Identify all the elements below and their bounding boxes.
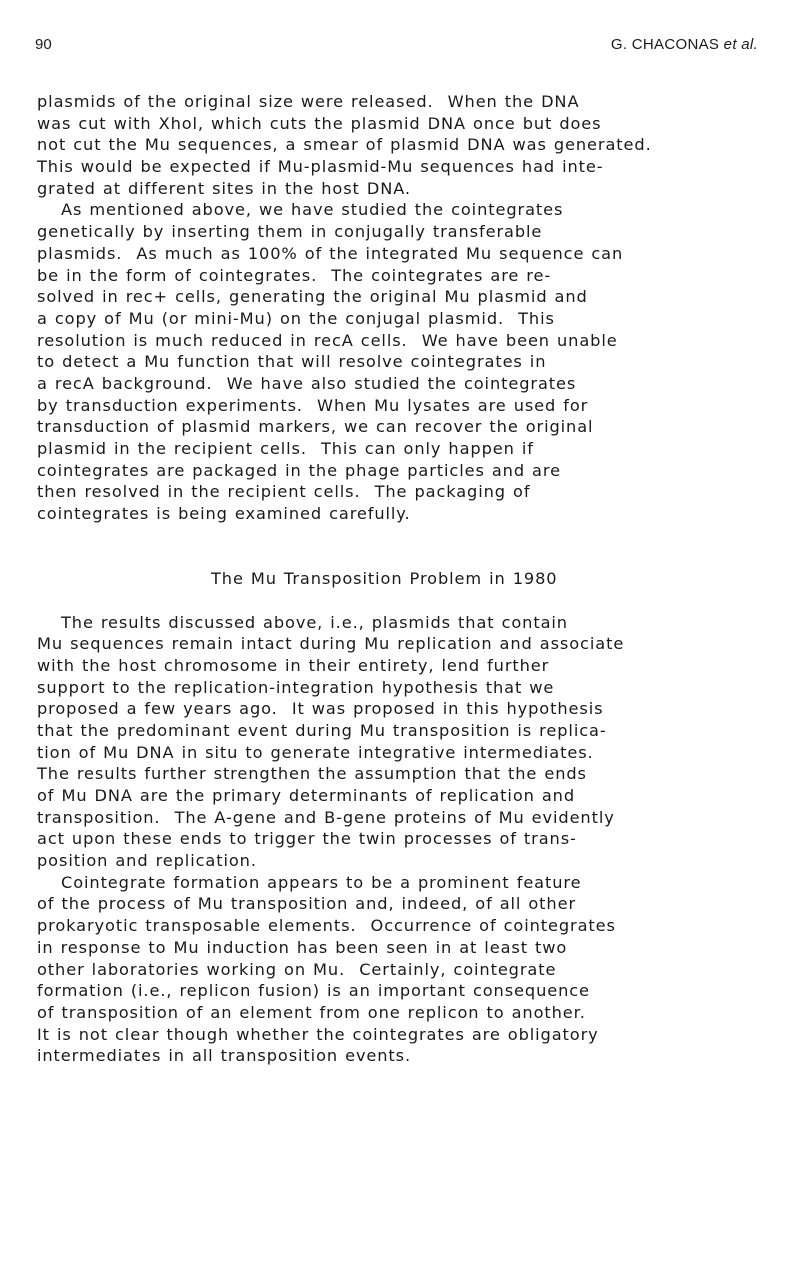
text-line: As mentioned above, we have studied the cointegrates bbox=[61, 200, 564, 220]
text-line: then resolved in the recipient cells. The packaging of bbox=[37, 482, 531, 502]
text-line: prokaryotic transposable elements. Occurrence of cointegrates bbox=[37, 916, 616, 936]
text-line: by transduction experiments. When Mu lysates are used for bbox=[37, 395, 589, 415]
text-line: other laboratories working on Mu. Certainly, cointegrate bbox=[37, 959, 557, 979]
paragraph bbox=[37, 91, 777, 199]
text-line: cointegrates is being examined carefully. bbox=[37, 504, 411, 524]
text-line: intermediates in all transposition events. bbox=[37, 1046, 412, 1066]
text-line: not cut the Mu sequences, a smear of plasmid DNA was generated. bbox=[37, 135, 652, 155]
running-head-etal: et al. bbox=[723, 36, 758, 53]
text-line: that the predominant event during Mu transposition is replica- bbox=[37, 720, 607, 740]
text-line: resolution is much reduced in recA cells. We have been unable bbox=[37, 330, 618, 350]
text-line: of Mu DNA are the primary determinants of replication and bbox=[37, 786, 575, 805]
spacer bbox=[37, 546, 777, 568]
section-heading: The Mu Transposition Problem in 1980 bbox=[211, 569, 558, 589]
paragraph bbox=[37, 199, 777, 524]
text-line: Cointegrate formation appears to be a prominent feature bbox=[61, 872, 582, 892]
text-line: plasmids of the original size were released. When the DNA bbox=[37, 92, 580, 111]
page-number: 90 bbox=[35, 36, 52, 53]
text-line: formation (i.e., replicon fusion) is an important consequence bbox=[37, 981, 590, 1001]
spacer bbox=[37, 590, 777, 612]
text-line: Mu sequences remain intact during Mu replication and associate bbox=[37, 634, 625, 654]
text-line: tion of Mu DNA in situ to generate integrative intermediates. bbox=[37, 742, 594, 762]
text-line: It is not clear though whether the cointegrates are obligatory bbox=[37, 1024, 599, 1044]
text-line: proposed a few years ago. It was proposed in this hypothesis bbox=[37, 699, 604, 719]
text-line: grated at different sites in the host DNA. bbox=[37, 178, 411, 198]
text-line: genetically by inserting them in conjugally transferable bbox=[37, 222, 543, 242]
text-line: This would be expected if Mu-plasmid-Mu sequences had inte- bbox=[37, 157, 604, 177]
text-line: plasmid in the recipient cells. This can only happen if bbox=[37, 439, 534, 458]
text-line: position and replication. bbox=[37, 851, 257, 871]
text-line: of transposition of an element from one replicon to another. bbox=[37, 1002, 586, 1022]
text-line: a recA background. We have also studied the cointegrates bbox=[37, 373, 577, 393]
text-line: act upon these ends to trigger the twin processes of trans- bbox=[37, 829, 577, 849]
text-line: in response to Mu induction has been seen in at least two bbox=[37, 937, 568, 957]
text-line: with the host chromosome in their entirety, lend further bbox=[37, 655, 550, 675]
text-line: The results further strengthen the assumption that the ends bbox=[37, 764, 587, 784]
text-line: cointegrates are packaged in the phage particles and are bbox=[37, 460, 561, 480]
running-head bbox=[611, 36, 758, 53]
body-text bbox=[37, 91, 777, 1067]
text-line: solved in rec+ cells, generating the original Mu plasmid and bbox=[37, 287, 588, 307]
text-line: transduction of plasmid markers, we can recover the original bbox=[37, 417, 594, 437]
text-line: plasmids. As much as 100% of the integrated Mu sequence can bbox=[37, 243, 624, 263]
running-head-authors: G. CHACONAS bbox=[610, 36, 720, 53]
text-line: to detect a Mu function that will resolve cointegrates in bbox=[37, 352, 547, 372]
text-line: The results discussed above, i.e., plasmids that contain bbox=[61, 612, 568, 632]
text-line: a copy of Mu (or mini-Mu) on the conjugal plasmid. This bbox=[37, 308, 555, 328]
text-line: support to the replication-integration hypothesis that we bbox=[37, 677, 555, 697]
spacer bbox=[37, 525, 777, 547]
paragraph bbox=[37, 872, 777, 1067]
text-line: was cut with Xhol, which cuts the plasmid DNA once but does bbox=[37, 113, 602, 133]
text-line: of the process of Mu transposition and, indeed, of all other bbox=[37, 894, 577, 914]
text-line: transposition. The A-gene and B-gene proteins of Mu evidently bbox=[37, 807, 615, 827]
paragraph bbox=[37, 612, 777, 872]
text-line: be in the form of cointegrates. The cointegrates are re- bbox=[37, 265, 552, 285]
